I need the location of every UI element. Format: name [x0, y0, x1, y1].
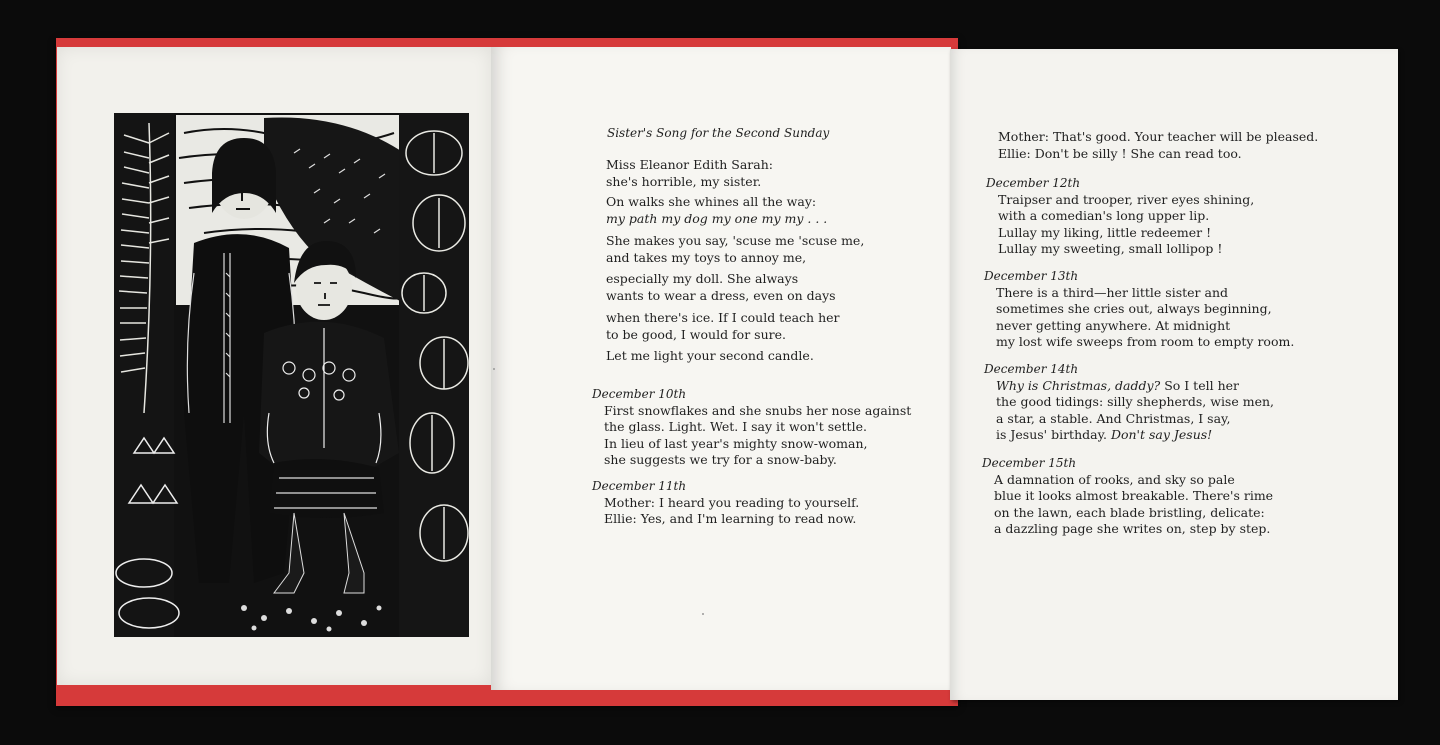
entry-line: she suggests we try for a snow-baby. [604, 452, 837, 467]
entry-line-rest: So I tell her [1160, 377, 1239, 393]
entry-line: never getting anywhere. At midnight [996, 317, 1231, 333]
entry-line: my lost wife sweeps from room to empty room. [996, 334, 1295, 349]
poem-title: Sister's Song for the Second Sunday [607, 126, 830, 140]
entry-line: Mother: I heard you reading to yourself. [604, 494, 860, 510]
entry-line: a dazzling page she writes on, step by step. [994, 521, 1271, 536]
entry-december-13 [984, 268, 1294, 351]
stanza-1 [606, 157, 773, 190]
entry-line: A damnation of rooks, and sky so pale [994, 471, 1235, 487]
stanza-line: when there's ice. If I could teach her [606, 310, 840, 325]
stanza-line: wants to wear a dress, even on days [606, 287, 836, 303]
entry-line: First snowflakes and she snubs her nose against [604, 402, 912, 418]
entry-date: December 15th [982, 456, 1077, 470]
entry-december-15 [982, 455, 1273, 538]
entry-line-start: is Jesus' birthday. [996, 427, 1111, 442]
entry-date: December 14th [984, 362, 1079, 376]
entry-line: on the lawn, each blade bristling, delicate: [994, 504, 1265, 520]
entry-line: Lullay my sweeting, small lollipop ! [998, 241, 1223, 256]
entry-line-italic: Don't say Jesus! [1110, 427, 1213, 442]
entry-line: a star, a stable. And Christmas, I say, [996, 410, 1231, 426]
entry-line: Traipser and trooper, river eyes shining, [998, 191, 1255, 207]
woodcut-illustration [114, 113, 469, 637]
entry-line [984, 427, 1274, 444]
stanza-line: On walks she whines all the way: [606, 194, 817, 209]
entry-line [984, 378, 1274, 395]
continuation [998, 129, 1318, 162]
stanza-line: She makes you say, 'scuse me 'scuse me, [606, 233, 865, 248]
entry-line: with a comedian's long upper lip. [998, 208, 1210, 223]
stanza-2 [606, 194, 827, 227]
stanza-5 [606, 310, 840, 343]
middle-page [491, 47, 951, 690]
stanza-6 [606, 348, 814, 365]
entry-line: sometimes she cries out, always beginning, [996, 301, 1272, 316]
page-mark [702, 613, 704, 615]
entry-date: December 13th [984, 269, 1079, 283]
entry-line: Ellie: Yes, and I'm learning to read now. [604, 511, 857, 526]
stanza-line: and takes my toys to annoy me, [606, 249, 807, 265]
entry-date: December 10th [592, 387, 687, 401]
continuation-line: Mother: That's good. Your teacher will be pleased. [998, 129, 1319, 144]
entry-line: Lullay my liking, little redeemer ! [998, 224, 1212, 240]
stanza-line: she's horrible, my sister. [606, 173, 762, 189]
stanza-3 [606, 233, 864, 266]
stanza-line: my path my dog my one my my . . . [606, 210, 828, 226]
stanza-line: to be good, I would for sure. [606, 326, 786, 342]
entry-date: December 12th [986, 176, 1081, 190]
entry-december-10 [592, 386, 911, 469]
stanza-4 [606, 271, 836, 304]
entry-line: the good tidings: silly shepherds, wise men, [996, 394, 1274, 409]
entry-date: December 11th [592, 479, 687, 493]
page-mark [493, 368, 495, 370]
entry-line: There is a third—her little sister and [996, 284, 1229, 300]
entry-line-italic: Why is Christmas, daddy? [996, 377, 1161, 393]
woodcut-image [114, 113, 469, 637]
entry-december-14 [984, 361, 1274, 444]
stanza-line: Let me light your second candle. [606, 348, 814, 363]
entry-december-11 [592, 478, 859, 528]
stanza-line: especially my doll. She always [606, 271, 799, 286]
entry-line: In lieu of last year's mighty snow-woman, [604, 435, 868, 451]
continuation-line: Ellie: Don't be silly ! She can read too. [998, 145, 1242, 161]
entry-line: the glass. Light. Wet. I say it won't settle. [604, 419, 867, 434]
stanza-line: Miss Eleanor Edith Sarah: [606, 157, 773, 172]
entry-december-12 [986, 175, 1254, 258]
entry-line: blue it looks almost breakable. There's rime [994, 488, 1274, 503]
